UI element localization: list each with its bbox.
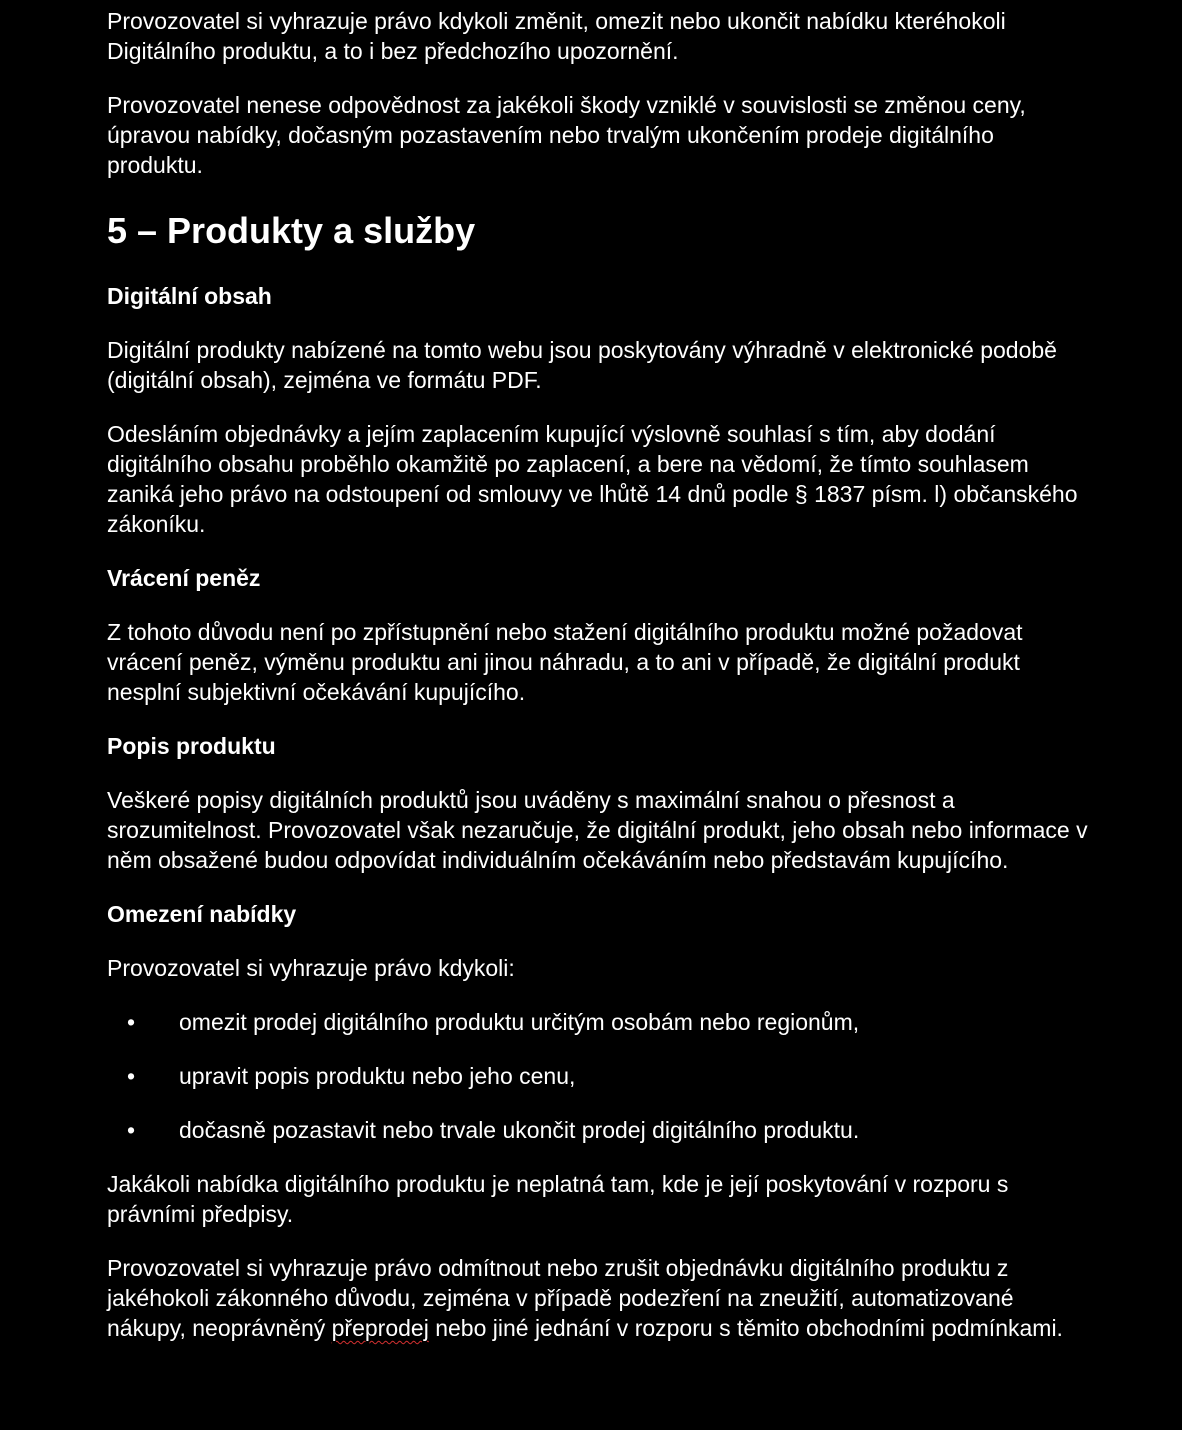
list-item-text: upravit popis produktu nebo jeho cenu,	[179, 1063, 576, 1089]
intro-paragraph-2: Provozovatel nenese odpovědnost za jakékoli škody vzniklé v souvislosti se změnou ceny, úpravou nabídky, dočasným pozastavením nebo trvalým ukončením prodeje digitálního produktu.	[107, 92, 1026, 178]
refund-heading: Vrácení peněz	[107, 565, 261, 591]
product-description-heading: Popis produktu	[107, 733, 276, 759]
bullet-icon: •	[127, 1063, 136, 1089]
order-refusal-text-end: nebo jiné jednání v rozporu s těmito obchodními podmínkami.	[428, 1315, 1063, 1341]
terms-document	[107, 6, 1092, 1343]
list-item-text: omezit prodej digitálního produktu určitým osobám nebo regionům,	[179, 1009, 860, 1035]
digital-content-paragraph-2: Odesláním objednávky a jejím zaplacením kupující výslovně souhlasí s tím, aby dodání digitálního obsahu proběhlo okamžitě po zaplacení, a bere na vědomí, že tímto souhlasem zaniká jeho právo na odstoupení od smlouvy ve lhůtě 14 dnů podle § 1837 písm. l) občanského zákoníku.	[107, 421, 1078, 537]
offer-limits-legal-paragraph: Jakákoli nabídka digitálního produktu je neplatná tam, kde je její poskytování v rozporu s právními předpisy.	[107, 1171, 1009, 1227]
refund-paragraph: Z tohoto důvodu není po zpřístupnění nebo stažení digitálního produktu možné požadovat vrácení peněz, výměnu produktu ani jinou náhradu, a to ani v případě, že digitální produkt nesplní subjektivní očekávání kupujícího.	[107, 619, 1023, 705]
offer-limits-list	[107, 1007, 1092, 1145]
offer-limits-intro: Provozovatel si vyhrazuje právo kdykoli:	[107, 955, 515, 981]
spellcheck-flagged-word[interactable]: přeprodej	[331, 1315, 429, 1341]
offer-limits-heading: Omezení nabídky	[107, 901, 297, 927]
digital-content-heading: Digitální obsah	[107, 283, 272, 309]
list-item	[107, 1115, 1092, 1145]
list-item-text: dočasně pozastavit nebo trvale ukončit prodej digitálního produktu.	[179, 1117, 860, 1143]
section-5-title: 5 – Produkty a služby	[107, 210, 476, 251]
digital-content-paragraph-1: Digitální produkty nabízené na tomto webu jsou poskytovány výhradně v elektronické podobě (digitální obsah), zejména ve formátu PDF.	[107, 337, 1057, 393]
product-description-paragraph: Veškeré popisy digitálních produktů jsou uváděny s maximální snahou o přesnost a srozumitelnost. Provozovatel však nezaručuje, že digitální produkt, jeho obsah nebo informace v něm obsažené budou odpovídat individuálním očekáváním nebo představám kupujícího.	[107, 787, 1088, 873]
order-refusal-text-start: Provozovatel si vyhrazuje právo odmítnout nebo zrušit objednávku digitálního produktu z jakéhokoli zákonného důvodu, zejména v případě podezření na zneužití, automatizované nákupy, neoprávněný	[107, 1255, 1014, 1341]
order-refusal-paragraph	[107, 1253, 1092, 1343]
list-item	[107, 1007, 1092, 1037]
bullet-icon: •	[127, 1009, 136, 1035]
list-item	[107, 1061, 1092, 1091]
bullet-icon: •	[127, 1117, 136, 1143]
intro-paragraph-1: Provozovatel si vyhrazuje právo kdykoli změnit, omezit nebo ukončit nabídku kteréhokoli Digitálního produktu, a to i bez předchozího upozornění.	[107, 8, 1006, 64]
